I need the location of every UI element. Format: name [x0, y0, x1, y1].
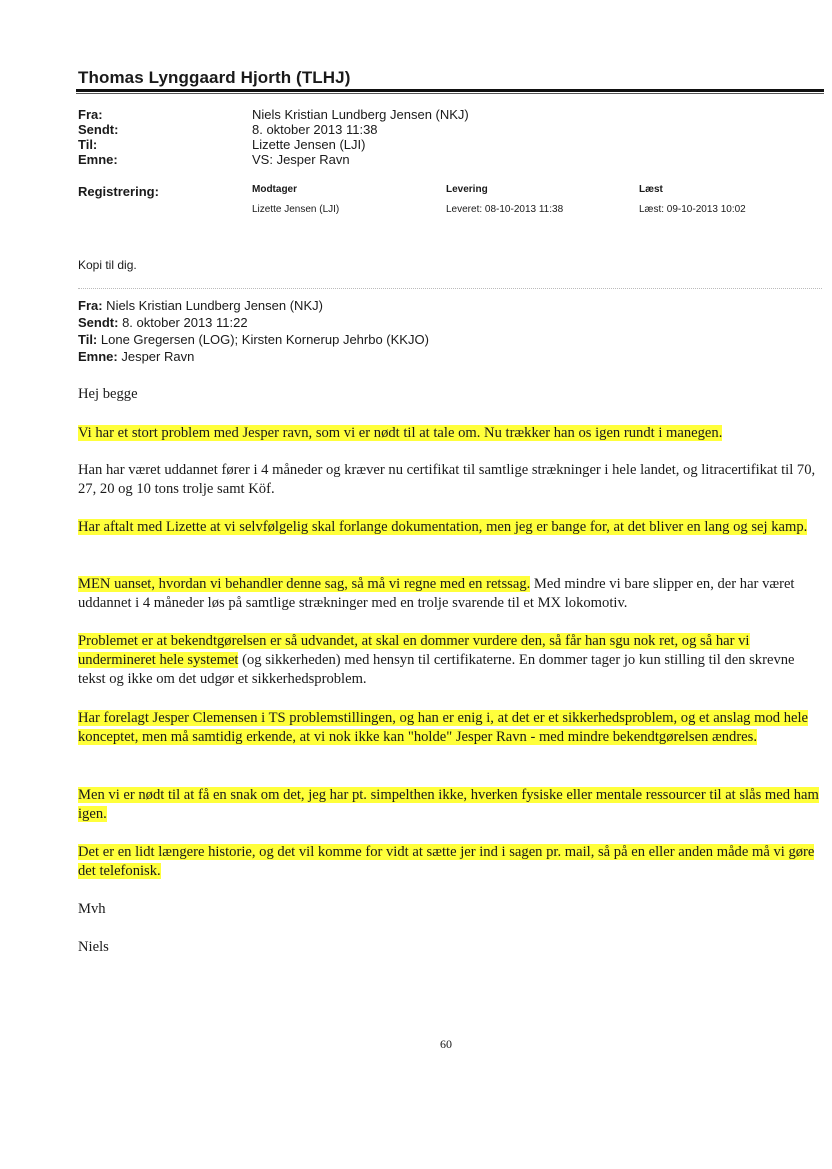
emne-label: Emne:: [78, 152, 118, 167]
modtager-value: Lizette Jensen (LJI): [252, 204, 340, 215]
fra-value: Niels Kristian Lundberg Jensen (NKJ): [252, 107, 469, 122]
paragraph-7: [78, 786, 822, 824]
fwd-emne-value: Jesper Ravn: [117, 349, 195, 364]
fwd-emne-line: [78, 349, 194, 364]
fwd-sendt-value: 8. oktober 2013 11:22: [118, 315, 248, 330]
modtager-head: Modtager: [252, 184, 297, 195]
fwd-til-value: Lone Gregersen (LOG); Kirsten Kornerup Jehrbo (KKJO): [97, 332, 429, 347]
highlight-8: Det er en lidt længere historie, og det vil komme for vidt at sætte jer ind i sagen pr. mail, så på en eller anden måde må vi gøre det telefonisk.: [78, 844, 815, 879]
paragraph-3: [78, 518, 822, 537]
fwd-emne-label: Emne:: [78, 349, 118, 364]
laest-head: Læst: [639, 184, 663, 195]
highlight-7: Men vi er nødt til at få en snak om det, jeg har pt. simpelthen ikke, hverken fysiske eller mentale ressourcer til at slås med ham igen.: [78, 787, 819, 822]
greeting: Hej begge: [78, 386, 138, 402]
fwd-sendt-label: Sendt:: [78, 315, 119, 330]
header-rule: [76, 89, 824, 92]
paragraph-4: [78, 575, 822, 613]
sendt-label: Sendt:: [78, 122, 119, 137]
paragraph-1: [78, 424, 822, 443]
til-label: Til:: [78, 137, 98, 152]
til-value: Lizette Jensen (LJI): [252, 137, 366, 152]
fwd-til-label: Til:: [78, 332, 98, 347]
levering-value: Leveret: 08-10-2013 11:38: [446, 204, 564, 215]
registrering-label: Registrering:: [78, 184, 159, 199]
paragraph-6: [78, 709, 822, 747]
paragraph-5: [78, 632, 822, 689]
fwd-fra-line: [78, 298, 323, 313]
highlight-3: Har aftalt med Lizette at vi selvfølgelig skal forlange dokumentation, men jeg er bange for, at det bliver en lang og sej kamp.: [78, 519, 808, 535]
page-number: 60: [440, 1037, 452, 1051]
paragraph-5-rest: (og sikkerheden) med hensyn til certifikaterne. En dommer tager jo kun stilling til den skrevne tekst og ikke om det udgør et sikkerhedsproblem.: [78, 652, 795, 687]
levering-head: Levering: [446, 184, 488, 195]
highlight-6: Har forelagt Jesper Clemensen i TS problemstillingen, og han er enig i, at det er et sikkerhedsproblem, og et anslag mod hele konceptet, men må samtidig erkende, at vi nok ikke kan "holde" Jesper Ravn - med mindre bekendtgørelsen ændres.: [78, 710, 809, 745]
paragraph-2: Han har været uddannet fører i 4 måneder og kræver nu certifikat til samtlige strækninger i hele landet, og litracertifikat til 70, 27, 20 og 10 tons trolje samt Köf.: [78, 462, 816, 497]
header-name: Thomas Lynggaard Hjorth (TLHJ): [78, 68, 351, 87]
signature: Niels: [78, 939, 109, 955]
laest-value: Læst: 09-10-2013 10:02: [639, 204, 746, 215]
closing: Mvh: [78, 901, 106, 917]
fwd-fra-label: Fra:: [78, 298, 103, 313]
paragraph-4-rest: Med mindre vi bare slipper en, der har været uddannet i 4 måneder løs på samtlige strækninger med en trolje svarende til et MX lokomotiv.: [78, 576, 795, 611]
emne-value: VS: Jesper Ravn: [252, 152, 350, 167]
highlight-1: Vi har et stort problem med Jesper ravn, som vi er nødt til at tale om. Nu trækker han os igen rundt i manegen.: [78, 425, 723, 441]
sendt-value: 8. oktober 2013 11:38: [252, 122, 378, 137]
paragraph-8: [78, 843, 822, 881]
highlight-5: Problemet er at bekendtgørelsen er så udvandet, at skal en dommer vurdere den, så får han sgu nok ret, og så har vi undermineret hele systemet: [78, 633, 750, 668]
highlight-4: MEN uanset, hvordan vi behandler denne sag, så må vi regne med en retssag.: [78, 576, 531, 592]
forward-separator: [78, 288, 822, 289]
fwd-fra-value: Niels Kristian Lundberg Jensen (NKJ): [102, 298, 323, 313]
header-rule-thin: [76, 93, 824, 94]
kopi-note: Kopi til dig.: [78, 258, 137, 272]
fwd-sendt-line: [78, 315, 248, 330]
fwd-til-line: [78, 332, 429, 347]
fra-label: Fra:: [78, 107, 103, 122]
